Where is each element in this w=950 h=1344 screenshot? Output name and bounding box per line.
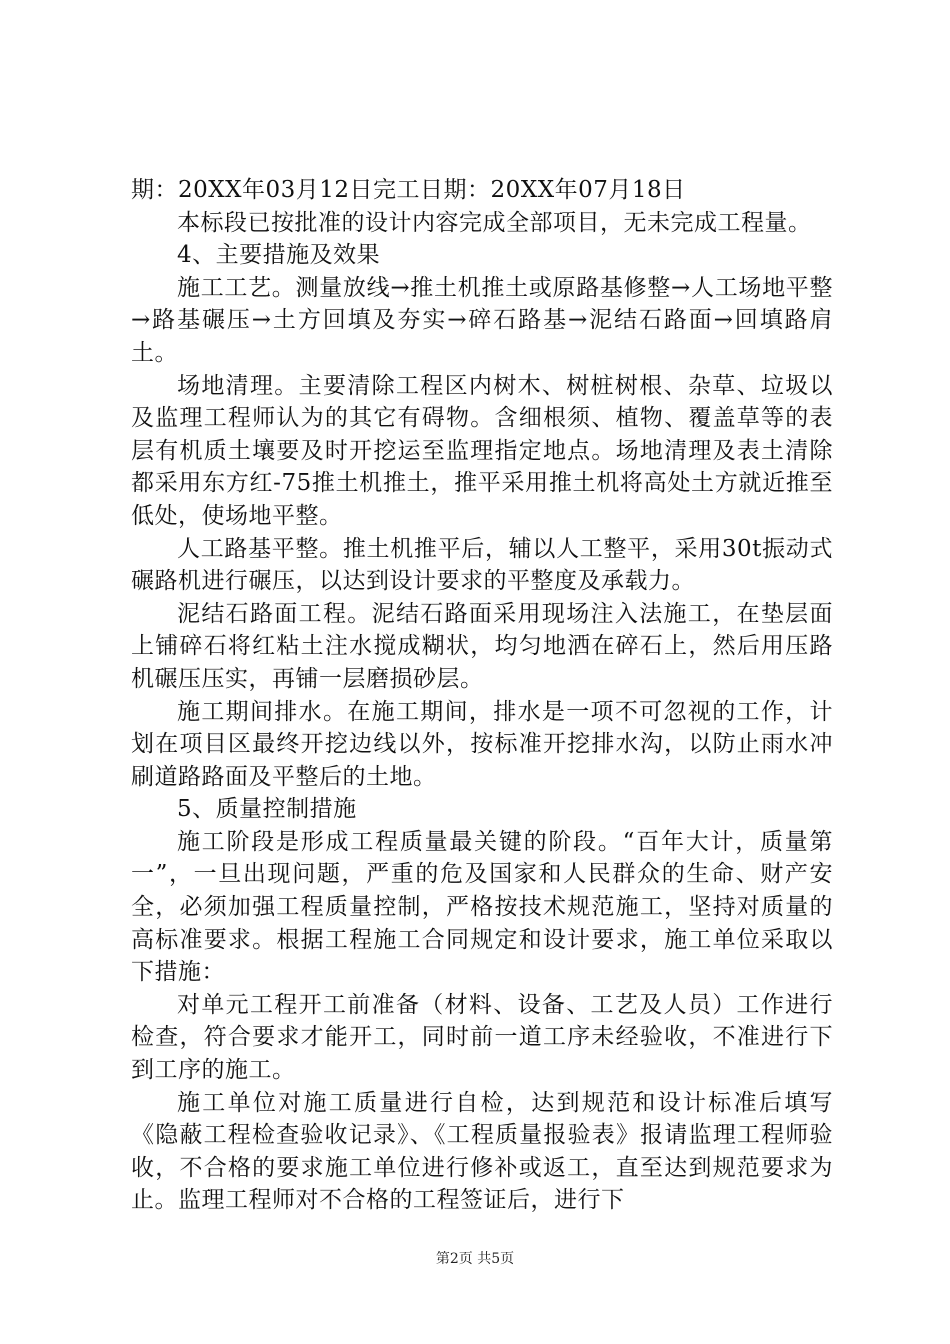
paragraph-subgrade-leveling: 人工路基平整。推土机推平后，辅以人工整平，采用30t振动式碾路机进行碾压，以达到设计要求的平整度及承载力。 bbox=[131, 535, 833, 595]
page-footer bbox=[0, 1248, 950, 1268]
section-heading-quality: 5、质量控制措施 bbox=[177, 796, 357, 823]
paragraph-completion: 本标段已按批准的设计内容完成全部项目，无未完成工程量。 bbox=[177, 209, 812, 236]
document-body bbox=[131, 174, 833, 1217]
paragraph-self-inspection: 施工单位对施工质量进行自检，达到规范和设计标准后填写《隐蔽工程检查验收记录》、《工程质量报验表》报请监理工程师验收，不合格的要求施工单位进行修补或返工，直至达到规范要求为止。监理工程师对不合格的工程签证后，进行下 bbox=[131, 1089, 833, 1214]
section-heading-measures: 4、主要措施及效果 bbox=[177, 242, 381, 269]
paragraph-process: 施工工艺。测量放线→推土机推土或原路基修整→人工场地平整→路基碾压→土方回填及夯实→碎石路基→泥结石路面→回填路肩土。 bbox=[131, 274, 833, 366]
paragraph-dates: 期：20XX年03月12日完工日期：20XX年07月18日 bbox=[131, 177, 686, 203]
paragraph-drainage: 施工期间排水。在施工期间，排水是一项不可忽视的工作，计划在项目区最终开挖边线以外，按标准开挖排水沟，以防止雨水冲刷道路路面及平整后的土地。 bbox=[131, 698, 833, 790]
paragraph-macadam-pavement: 泥结石路面工程。泥结石路面采用现场注入法施工，在垫层面上铺碎石将红粘土注水搅成糊状，均匀地洒在碎石上，然后用压路机碾压压实，再铺一层磨损砂层。 bbox=[131, 600, 833, 692]
page-number: 第2页 共5页 bbox=[435, 1251, 515, 1267]
paragraph-site-clearing: 场地清理。主要清除工程区内树木、树桩树根、杂草、垃圾以及监理工程师认为的其它有碍物。含细根须、植物、覆盖草等的表层有机质土壤要及时开挖运至监理指定地点。场地清理及表土清除都采用东方红-75推土机推土，推平采用推土机将高处土方就近推至低处，使场地平整。 bbox=[131, 372, 833, 529]
paragraph-preparation-check: 对单元工程开工前准备（材料、设备、工艺及人员）工作进行检查，符合要求才能开工，同时前一道工序未经验收，不准进行下到工序的施工。 bbox=[131, 991, 833, 1084]
paragraph-quality-stage: 施工阶段是形成工程质量最关键的阶段。“百年大计，质量第一”，一旦出现问题，严重的危及国家和人民群众的生命、财产安全，必须加强工程质量控制，严格按技术规范施工，坚持对质量的高标准要求。根据工程施工合同规定和设计要求，施工单位采取以下措施： bbox=[131, 828, 833, 986]
